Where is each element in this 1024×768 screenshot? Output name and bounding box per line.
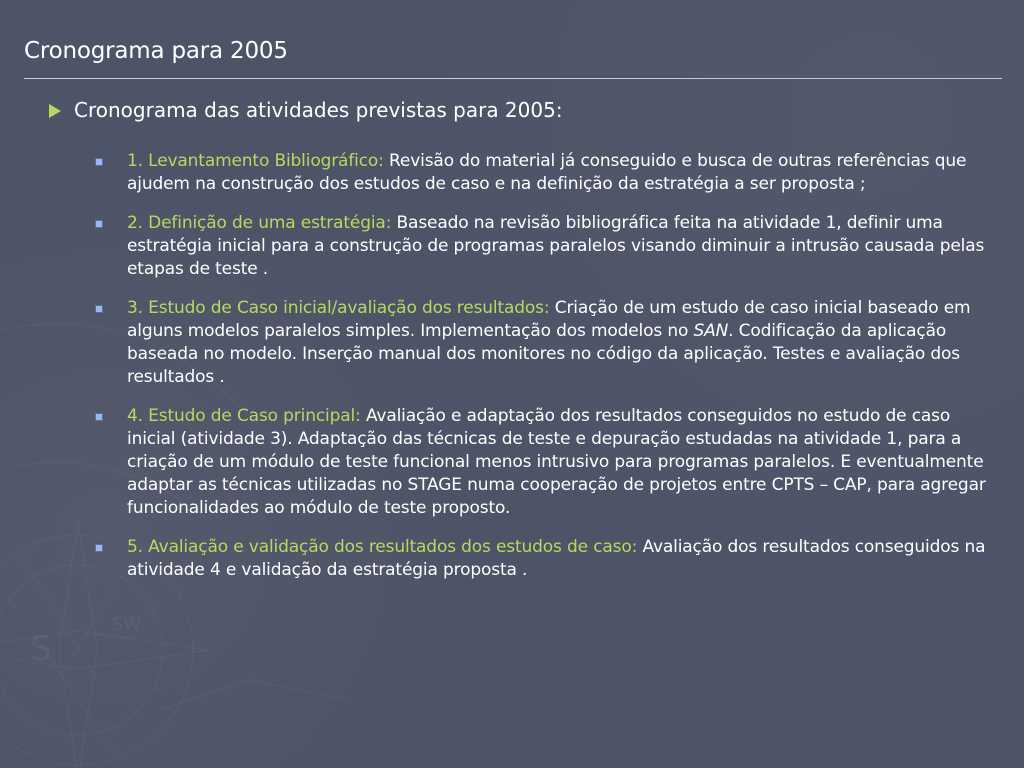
square-bullet-icon xyxy=(96,414,102,420)
activity-label: 2. Definição de uma estratégia: xyxy=(127,213,392,233)
activity-item-5 xyxy=(96,536,986,582)
activity-description-before-italic: Criação de um estudo de caso inicial baseado em alguns modelos paralelos simples. Implementação dos modelos no xyxy=(127,298,971,341)
activity-item-4 xyxy=(96,405,986,520)
activity-description: Avaliação e adaptação dos resultados conseguidos no estudo de caso inicial (atividade 3). Adaptação das técnicas de teste e depuração estudadas na atividade 1, para a criação de um módulo de teste funcional menos intrusivo para programas paralelos. E eventualmente adaptar as técnicas utilizadas no STAGE numa cooperação de projetos entre CPTS – CAP, para agregar funcionalidades ao módulo de teste proposto. xyxy=(127,406,986,518)
activity-list xyxy=(96,150,986,582)
activity-description: Revisão do material já conseguido e busca de outras referências que ajudem na construção dos estudos de caso e na definição da estratégia a ser proposta ; xyxy=(127,151,967,194)
activity-item-1 xyxy=(96,150,986,196)
activity-item-3 xyxy=(96,297,986,389)
title-divider xyxy=(24,78,1002,79)
right-triangle-arrow-icon xyxy=(46,102,64,120)
activity-description-after-italic: . Codificação da aplicação baseada no modelo. Inserção manual dos monitores no código da aplicação. Testes e avaliação dos resultados . xyxy=(127,321,960,387)
activity-label: 1. Levantamento Bibliográfico: xyxy=(127,151,384,171)
square-bullet-icon xyxy=(96,159,102,165)
activity-description: Avaliação dos resultados conseguidos na atividade 4 e validação da estratégia proposta . xyxy=(127,537,986,580)
san-italic-text: SAN xyxy=(693,321,729,341)
square-bullet-icon xyxy=(96,221,102,227)
square-bullet-icon xyxy=(96,306,102,312)
square-bullet-icon xyxy=(96,545,102,551)
main-bullet xyxy=(46,98,986,122)
slide-title: Cronograma para 2005 xyxy=(24,38,288,64)
activity-description: Baseado na revisão bibliográfica feita na atividade 1, definir uma estratégia inicial para a construção de programas paralelos visando diminuir a intrusão causada pelas etapas de teste . xyxy=(127,213,985,279)
activity-label: 3. Estudo de Caso inicial/avaliação dos resultados: xyxy=(127,298,550,318)
svg-text:SW: SW xyxy=(112,614,142,635)
main-bullet-text: Cronograma das atividades previstas para 2005: xyxy=(74,98,563,122)
activity-item-2 xyxy=(96,212,986,281)
svg-text:S: S xyxy=(30,629,52,669)
activity-label: 5. Avaliação e validação dos resultados dos estudos de caso: xyxy=(127,537,638,557)
activity-label: 4. Estudo de Caso principal: xyxy=(127,406,361,426)
